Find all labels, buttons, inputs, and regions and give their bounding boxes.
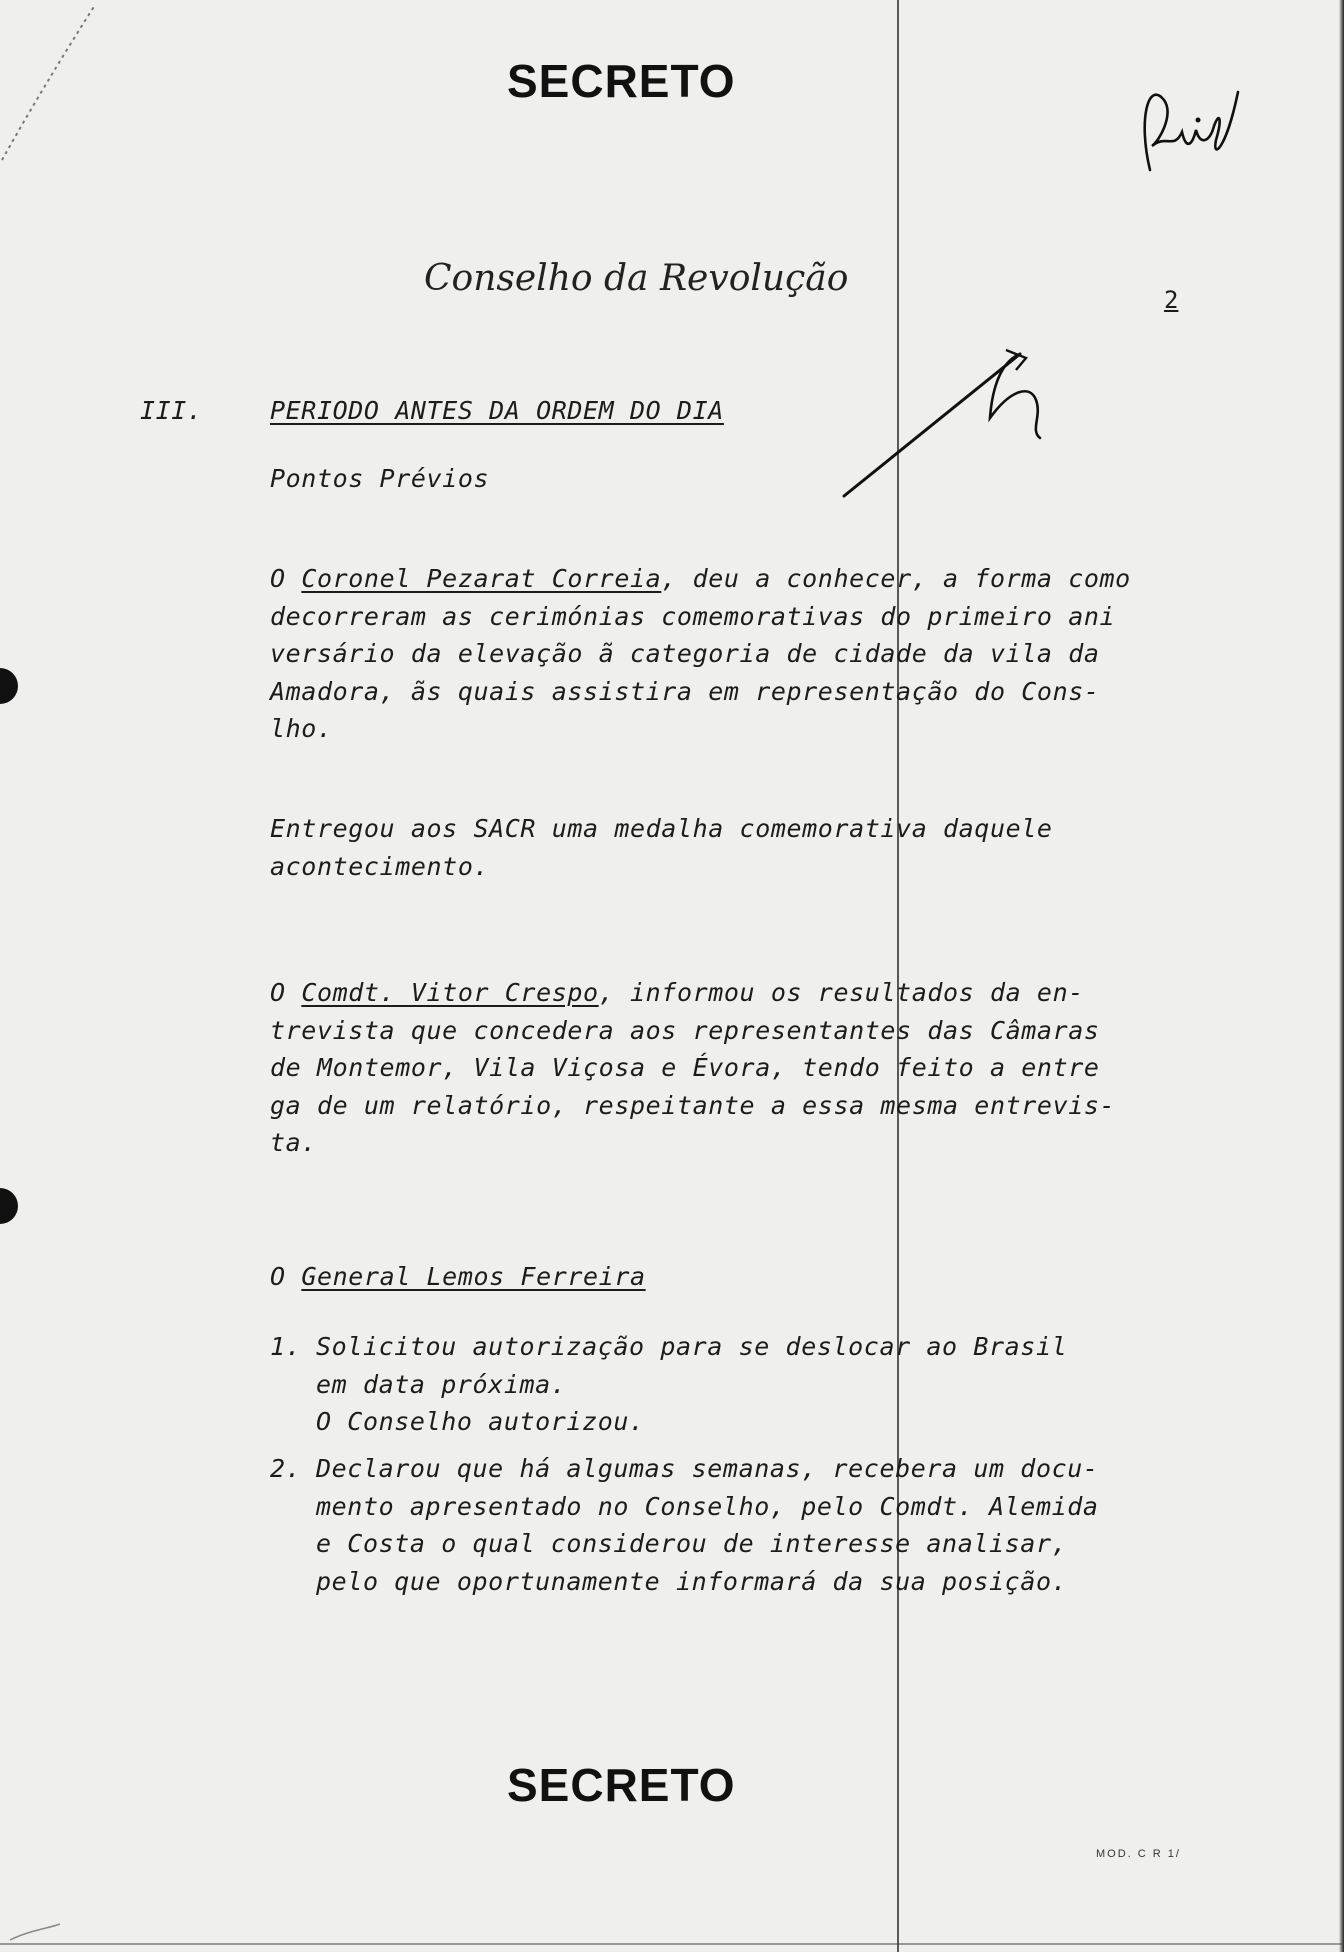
section-subtitle: Pontos Prévios [270,464,490,493]
text-line: O Conselho autorizou. [316,1407,645,1436]
item-number: 2. [270,1454,302,1483]
person-name: Coronel Pezarat Correia [301,564,662,593]
section-number: III. [140,396,203,425]
pen-annotation-icon [830,340,1060,510]
punch-hole [0,1188,18,1224]
text-line: ga de um relatório, respeitante a essa mesma entrevis- [270,1090,1116,1120]
text-line: O Coronel Pezarat Correia, deu a conhecer, a forma como [270,564,1131,593]
secret-stamp-bottom: SECRETO [507,1759,736,1811]
text-line: versário da elevação ã categoria de cidade da vila da [270,639,1100,668]
council-heading: Conselho da Revolução [424,258,849,299]
person-name: Comdt. Vitor Crespo [301,978,599,1007]
text-line: Solicitou autorização para se deslocar ao Brasil [316,1332,1068,1361]
paragraph-pezarat [270,560,1131,748]
text-line: Declarou que há algumas semanas, recebera um docu- [316,1454,1099,1483]
text-line: ta. [270,1128,317,1157]
text-line: e Costa o qual considerou de interesse analisar, [316,1529,1068,1558]
text-line: trevista que concedera aos representantes das Câmaras [270,1015,1100,1045]
text-line: mento apresentado no Conselho, pelo Comdt. Alemida [316,1491,1099,1521]
general-intro: O General Lemos Ferreira [270,1262,646,1291]
text-line: de Montemor, Vila Viçosa e Évora, tendo feito a entre [270,1053,1100,1082]
text-line: lho. [270,714,333,743]
section-title: PERIODO ANTES DA ORDEM DO DIA [270,396,724,425]
punch-hole [0,668,18,704]
text-line: Amadora, ãs quais assistira em representação do Cons- [270,676,1100,706]
text-line: decorreram as cerimónias comemorativas do primeiro ani [270,601,1116,631]
text-line: em data próxima. [316,1369,567,1399]
page-number: 2 [1164,286,1179,314]
paragraph-medal [270,810,1053,885]
person-name: General Lemos Ferreira [301,1262,646,1291]
form-code: MOD. C R 1/ [1096,1848,1181,1860]
text-line: Entregou aos SACR uma medalha comemorativa daquele [270,814,1053,843]
item-number: 1. [270,1332,302,1361]
signature-icon [1130,80,1250,190]
bottom-edge-mark-icon [0,1900,1344,1952]
paragraph-crespo [270,974,1115,1162]
corner-mark-icon [0,0,100,170]
text-line: acontecimento. [270,851,490,881]
text-line: O Comdt. Vitor Crespo, informou os resultados da en- [270,978,1084,1007]
secret-stamp-top: SECRETO [507,55,736,107]
page-edge [1339,0,1344,1952]
text-line: pelo que oportunamente informará da sua posição. [316,1566,1068,1596]
